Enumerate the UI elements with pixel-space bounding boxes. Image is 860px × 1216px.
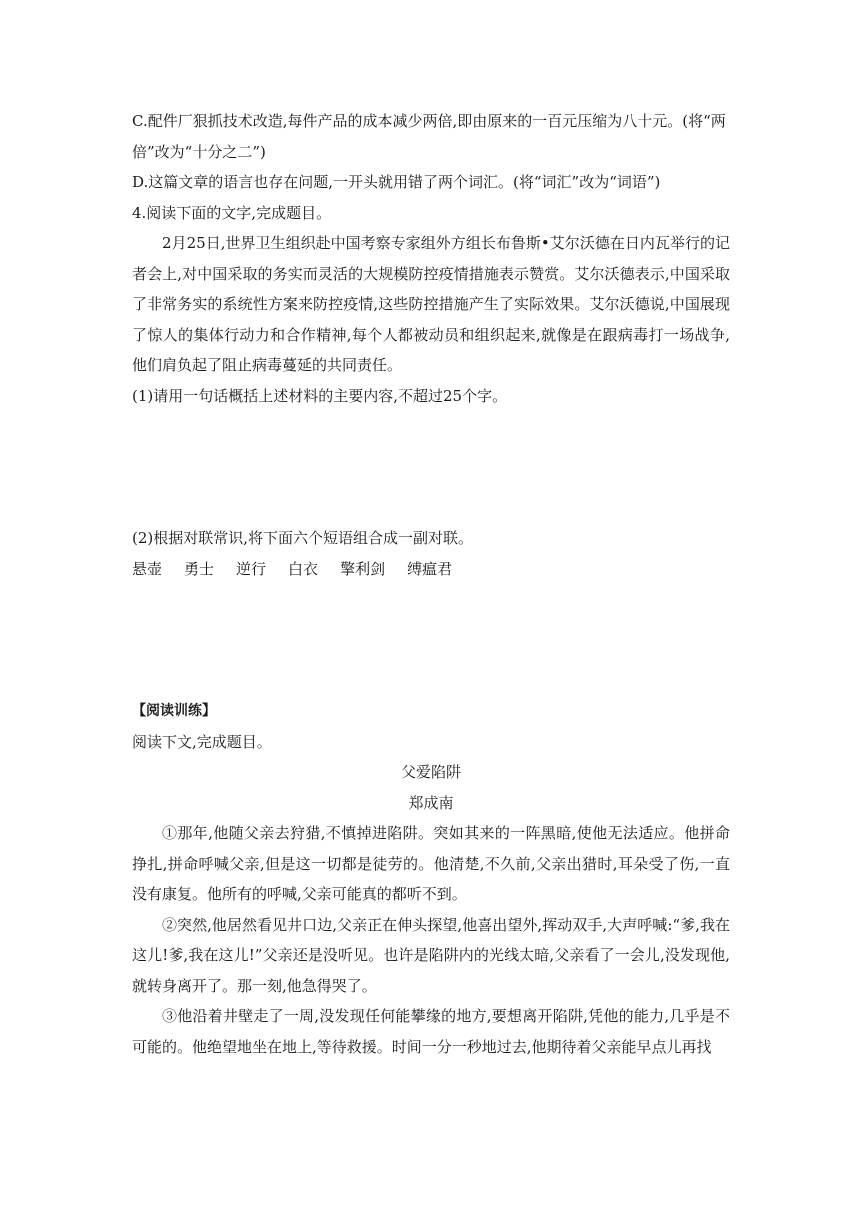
q4-stem: 4.阅读下面的文字,完成题目。	[132, 203, 332, 222]
q4-sub-question-2: (2)根据对联常识,将下面六个短语组合成一副对联。	[132, 529, 474, 547]
couplet-phrases	[132, 554, 730, 585]
q3-option-c-line2: 倍”改为“十分之二”)	[132, 142, 266, 161]
answer-space-1	[132, 411, 730, 523]
article-paragraph-1: ①那年,他随父亲去狩猎,不慎掉进陷阱。突如其来的一阵黑暗,使他无法适应。他拼命挣扎,拼命呼喊父亲,但是这一切都是徒劳的。他清楚,不久前,父亲出猎时,耳朵受了伤,一直没有康复。他所有的呼喊,父亲可能真的都听不到。	[132, 824, 730, 903]
article-paragraph-2: ②突然,他居然看见井口边,父亲正在伸头探望,他喜出望外,挥动双手,大声呼喊:“爹,我在这儿!爹,我在这儿!”父亲还是没听见。也许是陷阱内的光线太暗,父亲看了一会儿,没发现他,就转身离开了。那一刻,他急得哭了。	[132, 915, 730, 995]
phrase-item: 擎利剑	[340, 559, 386, 578]
article-title: 父爱陷阱	[400, 763, 461, 781]
article-paragraph-3: ③他沿着井壁走了一周,没发现任何能攀缘的地方,要想离开陷阱,凭他的能力,几乎是不可能的。他绝望地坐在地上,等待救援。时间一分一秒地过去,他期待着父亲能早点儿再找	[132, 1007, 730, 1056]
q4-passage: 2月25日,世界卫生组织赴中国考察专家组外方组长布鲁斯•艾尔沃德在日内瓦举行的记者会上,对中国采取的务实而灵活的大规模防控疫情措施表示赞赏。艾尔沃德表示,中国采取了非常务实的系统性方案来防控疫情,这些防控措施产生了实际效果。艾尔沃德说,中国展现了惊人的集体行动力和合作精神,每个人都被动员和组织起来,就像是在跟病毒打一场战争,他们肩负起了阻止病毒蔓延的共同责任。	[132, 234, 730, 374]
q4-sub-question-1: (1)请用一句话概括上述材料的主要内容,不超过25个字。	[132, 386, 508, 405]
reading-instruction: 阅读下文,完成题目。	[132, 732, 272, 751]
answer-space-2	[132, 584, 730, 696]
phrase-item: 缚瘟君	[407, 559, 453, 578]
q3-option-c-line1: C.配件厂狠抓技术改造,每件产品的成本减少两倍,即由原来的一百元压缩为八十元。(将“两	[132, 112, 726, 130]
section-title: 【阅读训练】	[132, 703, 216, 719]
article-author: 郑成南	[408, 793, 454, 812]
phrase-item: 白衣	[288, 559, 319, 578]
phrase-item: 逆行	[236, 559, 267, 578]
phrase-item: 勇士	[184, 559, 215, 578]
phrase-item: 悬壶	[132, 559, 163, 578]
document-page	[132, 106, 730, 1062]
q3-option-d: D.这篇文章的语言也存在问题,一开头就用错了两个词汇。(将“词汇”改为“词语”)	[132, 173, 661, 191]
